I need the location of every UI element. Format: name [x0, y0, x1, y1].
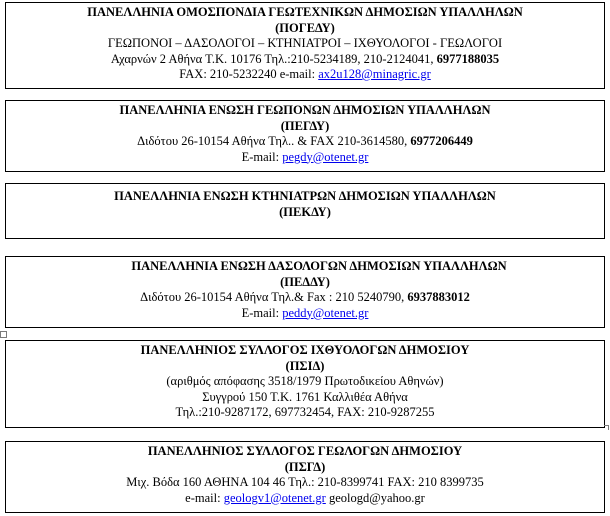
pegdy-address: Διδότου 26-10154 Αθήνα Τηλ.. & FAX 210-3614580,	[137, 134, 411, 148]
pogedy-contact-line	[6, 52, 604, 68]
peddy-contact-line	[6, 290, 604, 306]
peddy-box	[5, 256, 605, 328]
pogedy-email-link[interactable]: ax2u128@minagric.gr	[318, 67, 431, 81]
pegdy-title: ΠΑΝΕΛΛΗΝΙΑ ΕΝΩΣΗ ΓΕΩΠΟΝΩΝ ΔΗΜΟΣΙΩΝ ΥΠΑΛΛΗΛΩΝ	[119, 103, 491, 117]
pogedy-address: Αχαρνών 2 Αθήνα Τ.Κ. 10176 Τηλ.:210-5234189, 210-2124041,	[110, 51, 437, 66]
pegdy-mobile: 6977206449	[410, 134, 473, 148]
pegdy-abbr: (ΠΕΓΔΥ)	[280, 118, 330, 133]
pogedy-box	[5, 2, 605, 89]
peddy-email-link[interactable]: peddy@otenet.gr	[282, 305, 369, 320]
pegdy-email-link[interactable]: pegdy@otenet.gr	[282, 149, 369, 164]
peddy-abbr: (ΠΕΔΔΥ)	[280, 274, 330, 289]
pekdy-title: ΠΑΝΕΛΛΗΝΙΑ ΕΝΩΣΗ ΚΤΗΝΙΑΤΡΩΝ ΔΗΜΟΣΙΩΝ ΥΠΑΛΛΗΛΩΝ	[114, 189, 496, 203]
peddy-mobile: 6937883012	[407, 290, 470, 304]
psid-phones: Τηλ.:210-9287172, 697732454, FAX: 210-9287255	[175, 405, 435, 419]
pogedy-professions: ΓΕΩΠΟΝΟΙ – ΔΑΣΟΛΟΓΟΙ – ΚΤΗΝΙΑΤΡΟΙ – ΙΧΘΥΟΛΟΓΟΙ - ΓΕΩΛΟΓΟΙ	[107, 36, 503, 50]
peddy-title: ΠΑΝΕΛΛΗΝΙΑ ΕΝΩΣΗ ΔΑΣΟΛΟΓΩΝ ΔΗΜΟΣΙΩΝ ΥΠΑΛΛΗΛΩΝ	[131, 259, 507, 273]
pegdy-box	[5, 100, 605, 172]
pegdy-contact-line	[6, 134, 604, 150]
pekdy-abbr: (ΠΕΚΔΥ)	[279, 204, 331, 219]
psid-address: Συγγρού 150 Τ.Κ. 1761 Καλλιθέα Αθήνα	[202, 389, 408, 404]
psid-title: ΠΑΝΕΛΛΗΝΙΟΣ ΣΥΛΛΟΓΟΣ ΙΧΘΥΟΛΟΓΩΝ ΔΗΜΟΣΙΟΥ	[140, 343, 470, 357]
pogedy-fax-line	[6, 67, 604, 83]
pogedy-abbr: (ΠΟΓΕΔΥ)	[275, 20, 335, 35]
pekdy-box	[5, 183, 605, 239]
psid-decision: (αριθμός απόφασης 3518/1979 Πρωτοδικείου Αθηνών)	[166, 374, 444, 388]
pegdy-email-label: E-mail:	[241, 149, 283, 164]
psgd-abbr: (ΠΣΓΔ)	[284, 459, 326, 474]
table-anchor-icon[interactable]	[0, 331, 7, 338]
peddy-email-line	[6, 306, 604, 322]
psgd-email-label: e-mail:	[185, 490, 224, 505]
pogedy-mobile: 6977188035	[436, 51, 500, 66]
psgd-email-link[interactable]: geologv1@otenet.gr	[223, 490, 326, 505]
pegdy-email-line	[6, 150, 604, 166]
table-corner-mark-icon	[604, 425, 609, 430]
psid-box	[5, 340, 605, 428]
psgd-email2: geologd@yahoo.gr	[325, 490, 425, 505]
psid-abbr: (ΠΣΙΔ)	[285, 358, 325, 373]
pogedy-fax: FAX: 210-5232240 e-mail:	[179, 67, 319, 81]
psgd-address: Μιχ. Βόδα 160 ΑΘΗΝΑ 104 46 Τηλ.: 210-8399741 FAX: 210 8399735	[126, 475, 484, 489]
psgd-email-line	[6, 491, 604, 507]
psgd-title: ΠΑΝΕΛΛΗΝΙΟΣ ΣΥΛΛΟΓΟΣ ΓΕΩΛΟΓΩΝ ΔΗΜΟΣΙΟΥ	[147, 444, 463, 458]
peddy-address: Διδότου 26-10154 Αθήνα Τηλ.& Fax : 210 5240790,	[140, 290, 408, 304]
pogedy-title: ΠΑΝΕΛΛΗΝΙΑ ΟΜΟΣΠΟΝΔΙΑ ΓΕΩΤΕΧΝΙΚΩΝ ΔΗΜΟΣΙΩΝ ΥΠΑΛΛΗΛΩΝ	[87, 5, 523, 19]
psgd-box	[5, 441, 605, 513]
peddy-email-label: E-mail:	[241, 305, 283, 320]
